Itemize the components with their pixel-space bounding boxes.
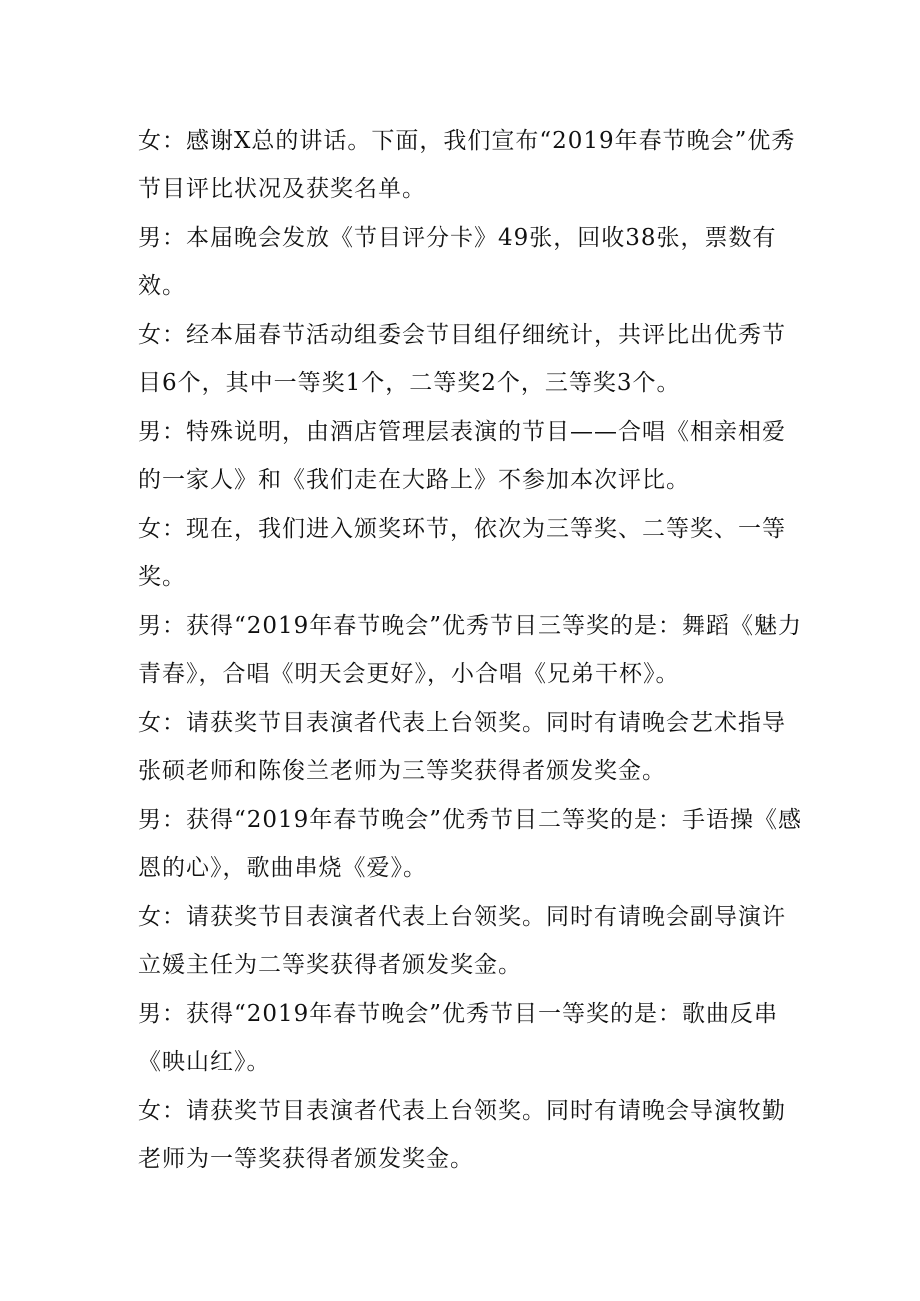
dialogue-paragraph-2 <box>138 214 788 310</box>
text-line: 男：获得“2019年春节晚会”优秀节目一等奖的是：歌曲反串 <box>138 1001 779 1027</box>
dialogue-paragraph-11 <box>138 1087 788 1183</box>
dialogue-paragraph-8 <box>138 796 803 892</box>
text-line: 男：本届晚会发放《节目评分卡》49张，回收38张，票数有 <box>138 225 777 251</box>
text-line: 老师为一等奖获得者颁发奖金。 <box>138 1146 474 1172</box>
text-line: 青春》，合唱《明天会更好》，小合唱《兄弟干杯》。 <box>138 661 680 687</box>
text-line: 目6个，其中一等奖1个，二等奖2个，三等奖3个。 <box>138 370 681 396</box>
text-line: 奖。 <box>138 564 186 590</box>
text-line: 女：请获奖节目表演者代表上台领奖。同时有请晚会副导演许 <box>138 904 786 930</box>
text-line: 女：经本届春节活动组委会节目组仔细统计，共评比出优秀节 <box>138 322 786 348</box>
text-line: 的一家人》和《我们走在大路上》不参加本次评比。 <box>138 467 690 493</box>
text-line: 女：请获奖节目表演者代表上台领奖。同时有请晚会艺术指导 <box>138 710 786 736</box>
text-line: 效。 <box>138 273 186 299</box>
text-line: 《映山红》。 <box>138 1049 271 1075</box>
text-line: 男：获得“2019年春节晚会”优秀节目三等奖的是：舞蹈《魅力 <box>138 613 803 639</box>
dialogue-paragraph-9 <box>138 893 788 989</box>
text-line: 女：请获奖节目表演者代表上台领奖。同时有请晚会导演牧勤 <box>138 1098 786 1124</box>
text-line: 立媛主任为二等奖获得者颁发奖金。 <box>138 952 522 978</box>
dialogue-paragraph-3 <box>138 311 788 407</box>
text-line: 女：现在，我们进入颁奖环节，依次为三等奖、二等奖、一等 <box>138 516 786 542</box>
text-line: 男：获得“2019年春节晚会”优秀节目二等奖的是：手语操《感 <box>138 807 803 833</box>
text-line: 女：感谢X总的讲话。下面，我们宣布“2019年春节晚会”优秀 <box>138 128 796 154</box>
dialogue-paragraph-1 <box>138 117 796 213</box>
text-line: 节目评比状况及获奖名单。 <box>138 176 426 202</box>
text-line: 恩的心》，歌曲串烧《爱》。 <box>138 855 427 881</box>
dialogue-paragraph-6 <box>138 602 803 698</box>
dialogue-paragraph-7 <box>138 699 788 795</box>
dialogue-paragraph-5 <box>138 505 788 601</box>
dialogue-paragraph-4 <box>138 408 788 504</box>
text-line: 张硕老师和陈俊兰老师为三等奖获得者颁发奖金。 <box>138 758 666 784</box>
text-line: 男：特殊说明，由酒店管理层表演的节目——合唱《相亲相爱 <box>138 419 786 445</box>
dialogue-paragraph-10 <box>138 990 788 1086</box>
